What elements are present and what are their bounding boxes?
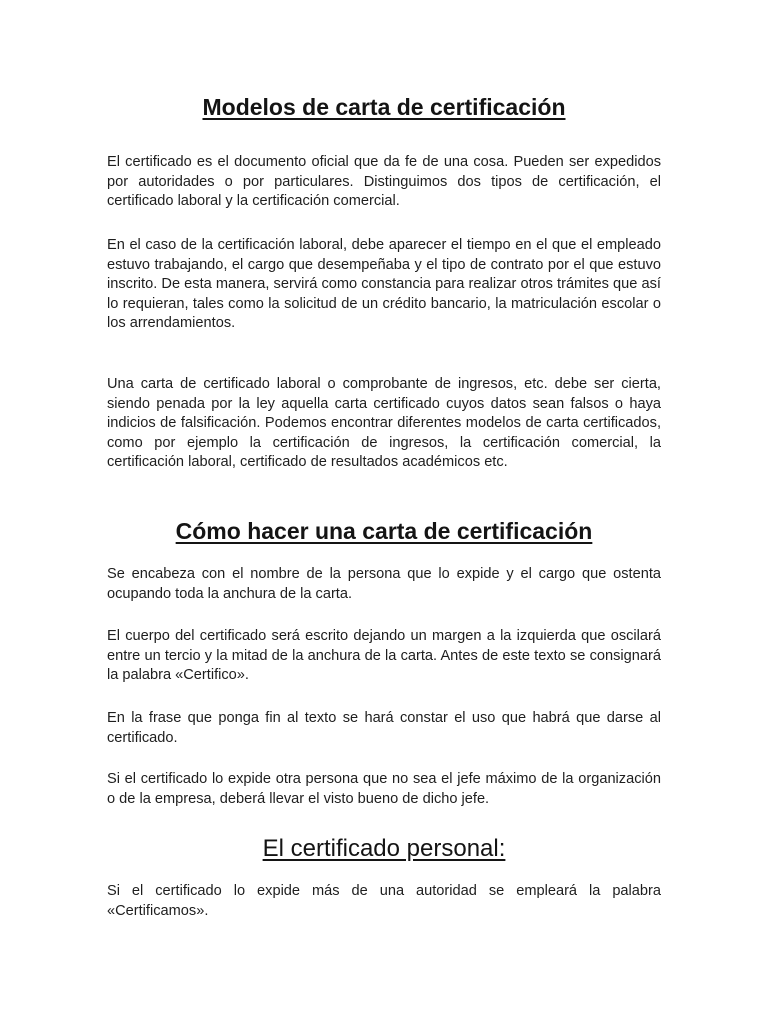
how-paragraph-1: Se encabeza con el nombre de la persona que lo expide y el cargo que ostenta ocupando toda la anchura de la carta. — [107, 566, 661, 602]
intro-paragraph-3: Una carta de certificado laboral o comprobante de ingresos, etc. debe ser cierta, siendo penada por la ley aquella carta certificado cuyos datos sean falsos o haya indicios de falsificación. Podemos encontrar diferentes modelos de carta certificados, como por ejemplo la certificación de ingresos, la certificación comercial, la certificación laboral, certificado de resultados académicos etc. — [107, 376, 661, 471]
intro-paragraph-1: El certificado es el documento oficial que da fe de una cosa. Pueden ser expedidos por autoridades o por particulares. Distinguimos dos tipos de certificación, el certificado laboral y la certificación comercial. — [107, 154, 661, 210]
intro-paragraph-2: En el caso de la certificación laboral, debe aparecer el tiempo en el que el empleado estuvo trabajando, el cargo que desempeñaba y el tipo de contrato por el que estuvo inscrito. De esta manera, servirá como constancia para realizar otros trámites que así lo requieran, tales como la solicitud de un crédito bancario, la matriculación escolar o los arrendamientos. — [107, 237, 661, 332]
document-title: Modelos de carta de certificación — [202, 94, 566, 120]
section-heading-personal: El certificado personal: — [262, 835, 506, 862]
how-paragraph-4: Si el certificado lo expide otra persona que no sea el jefe máximo de la organización o de la empresa, deberá llevar el visto bueno de dicho jefe. — [107, 771, 661, 807]
how-paragraph-2: El cuerpo del certificado será escrito dejando un margen a la izquierda que oscilará entre un tercio y la mitad de la anchura de la carta. Antes de este texto se consignará la palabra «Certifico». — [107, 628, 661, 684]
how-paragraph-3: En la frase que ponga fin al texto se hará constar el uso que habrá que darse al certificado. — [107, 710, 661, 746]
section-heading-how: Cómo hacer una carta de certificación — [175, 518, 593, 544]
personal-paragraph-1: Si el certificado lo expide más de una autoridad se empleará la palabra «Certificamos». — [107, 883, 661, 919]
